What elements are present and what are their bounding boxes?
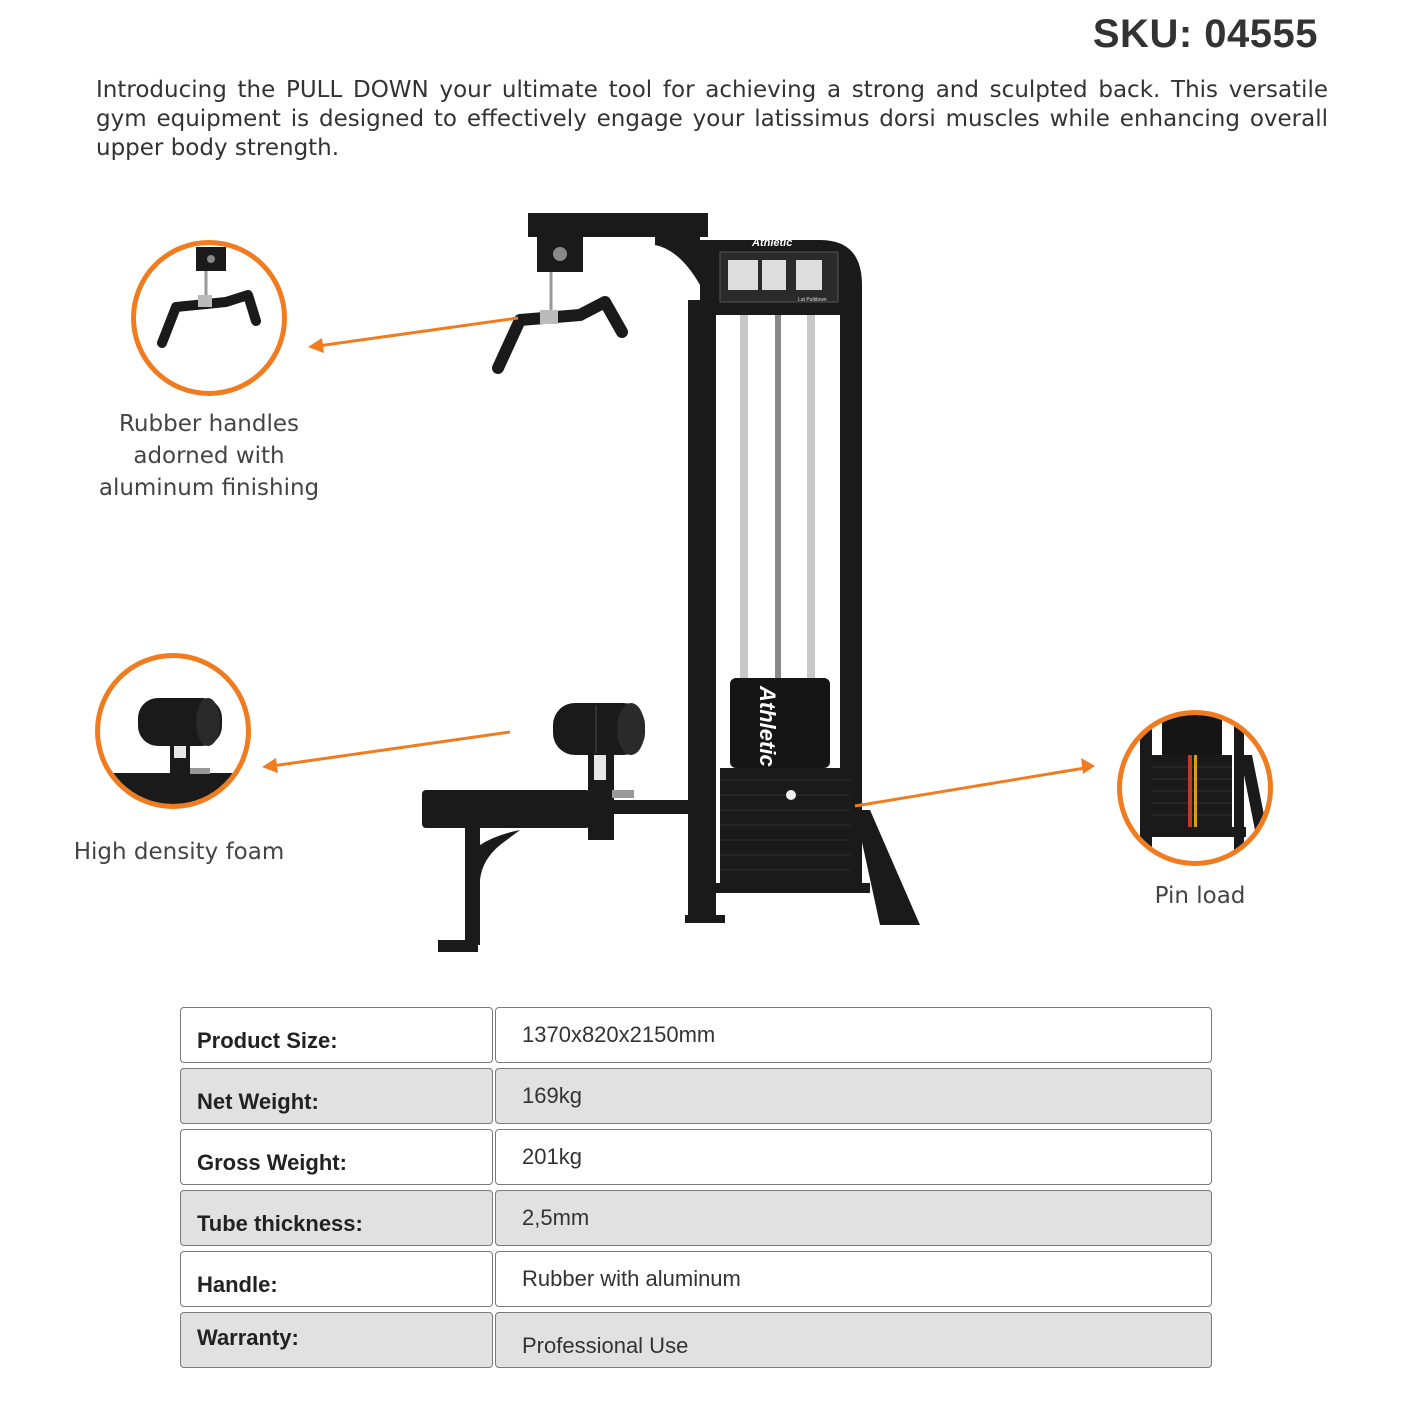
weight-stack-logo: Athletic <box>755 686 780 767</box>
spec-value: Professional Use <box>495 1312 1212 1368</box>
machine-brand-logo: Athletic <box>752 237 793 249</box>
handles-callout <box>131 240 287 396</box>
spec-row-warranty <box>180 1312 1212 1368</box>
spec-row-gross-weight <box>180 1129 1212 1185</box>
spec-label: Product Size: <box>180 1007 493 1063</box>
foam-caption: High density foam <box>73 839 285 865</box>
spec-label: Tube thickness: <box>180 1190 493 1246</box>
spec-label: Net Weight: <box>180 1068 493 1124</box>
spec-value: 201kg <box>495 1129 1212 1185</box>
foam-callout <box>95 653 251 809</box>
machine-panel-label: Lat Pulldown <box>798 297 827 303</box>
spec-label: Warranty: <box>180 1312 493 1368</box>
spec-label: Handle: <box>180 1251 493 1307</box>
spec-row-product-size <box>180 1007 1212 1063</box>
sku-label: SKU: 04555 <box>1092 12 1318 56</box>
spec-value: Rubber with aluminum <box>495 1251 1212 1307</box>
pin-load-caption: Pin load <box>1154 883 1246 909</box>
foam-detail-icon <box>100 658 246 804</box>
spec-row-tube-thickness <box>180 1190 1212 1246</box>
product-description: Introducing the PULL DOWN your ultimate tool for achieving a strong and sculpted back. This versatile gym equipment is designed to effectively engage your latissimus dorsi muscles while enhancing overall upper body strength. <box>96 77 1328 161</box>
pin-load-callout <box>1117 710 1273 866</box>
spec-row-net-weight <box>180 1068 1212 1124</box>
spec-value: 169kg <box>495 1068 1212 1124</box>
spec-row-handle <box>180 1251 1212 1307</box>
spec-label: Gross Weight: <box>180 1129 493 1185</box>
handles-caption: Rubber handles adorned with aluminum finishing <box>98 411 320 501</box>
handles-detail-icon <box>136 245 282 391</box>
spec-value: 1370x820x2150mm <box>495 1007 1212 1063</box>
specifications-table <box>180 1007 1212 1373</box>
pin-load-detail-icon <box>1122 715 1268 861</box>
spec-value: 2,5mm <box>495 1190 1212 1246</box>
